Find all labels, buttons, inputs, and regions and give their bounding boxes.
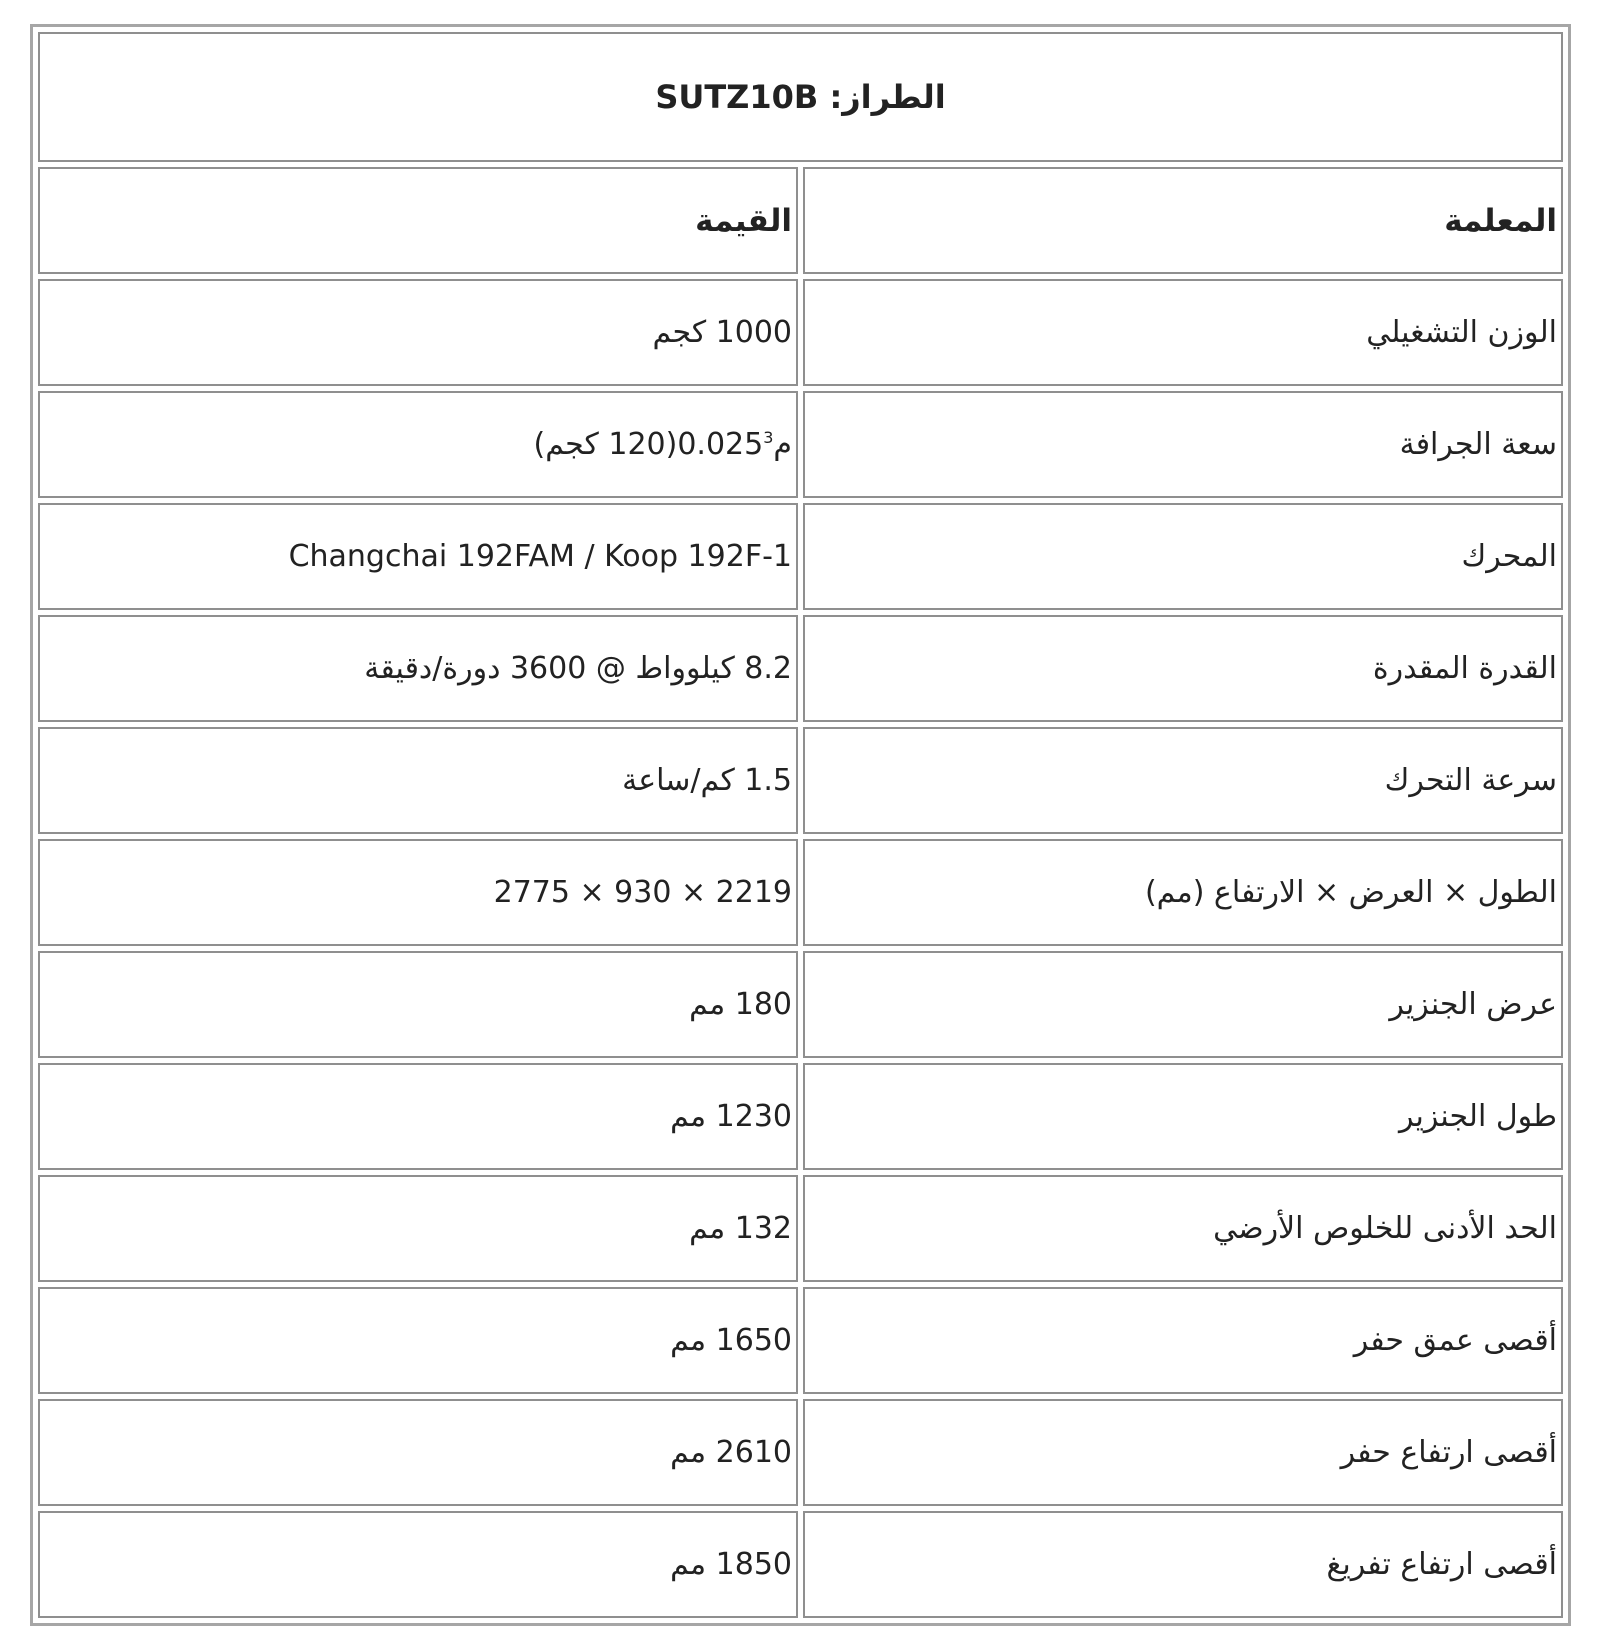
table-row bbox=[38, 503, 1563, 610]
header-parameter: المعلمة bbox=[803, 167, 1563, 274]
spec-table bbox=[30, 24, 1571, 1626]
parameter-cell: سرعة التحرك bbox=[803, 727, 1563, 834]
header-row bbox=[38, 167, 1563, 274]
value-cell: 1.5 كم/ساعة bbox=[38, 727, 798, 834]
parameter-cell: الوزن التشغيلي bbox=[803, 279, 1563, 386]
value-cell: 8.2 كيلوواط @ 3600 دورة/دقيقة bbox=[38, 615, 798, 722]
table-row bbox=[38, 391, 1563, 498]
table-row bbox=[38, 951, 1563, 1058]
engine-value: Changchai 192FAM / Koop 192F-1 bbox=[288, 539, 792, 574]
table-row bbox=[38, 1175, 1563, 1282]
value-cell: 1650 مم bbox=[38, 1287, 798, 1394]
title-row bbox=[38, 32, 1563, 162]
table-row bbox=[38, 1399, 1563, 1506]
value-cell: 1230 مم bbox=[38, 1063, 798, 1170]
value-cell: 180 مم bbox=[38, 951, 798, 1058]
table-row bbox=[38, 1063, 1563, 1170]
parameter-cell: أقصى ارتفاع تفريغ bbox=[803, 1511, 1563, 1618]
parameter-cell: المحرك bbox=[803, 503, 1563, 610]
parameter-cell: عرض الجنزير bbox=[803, 951, 1563, 1058]
bucket-capacity-value bbox=[534, 427, 793, 462]
table-row bbox=[38, 727, 1563, 834]
parameter-cell: الطول × العرض × الارتفاع (مم) bbox=[803, 839, 1563, 946]
cubic-superscript: 3 bbox=[763, 428, 774, 447]
value-cell bbox=[38, 391, 798, 498]
header-value: القيمة bbox=[38, 167, 798, 274]
parameter-cell: الحد الأدنى للخلوص الأرضي bbox=[803, 1175, 1563, 1282]
table-row bbox=[38, 1511, 1563, 1618]
value-cell: 2775 × 930 × 2219 bbox=[38, 839, 798, 946]
table-row bbox=[38, 279, 1563, 386]
table-row bbox=[38, 839, 1563, 946]
parameter-cell: أقصى عمق حفر bbox=[803, 1287, 1563, 1394]
value-cell bbox=[38, 503, 798, 610]
parameter-cell: سعة الجرافة bbox=[803, 391, 1563, 498]
value-cell: 132 مم bbox=[38, 1175, 798, 1282]
bucket-volume-text: 0.025م bbox=[677, 427, 792, 462]
table-row bbox=[38, 1287, 1563, 1394]
parameter-cell: القدرة المقدرة bbox=[803, 615, 1563, 722]
parameter-cell: أقصى ارتفاع حفر bbox=[803, 1399, 1563, 1506]
bucket-weight: (120 كجم) bbox=[533, 427, 678, 462]
value-cell: 1000 كجم bbox=[38, 279, 798, 386]
value-cell: 1850 مم bbox=[38, 1511, 798, 1618]
parameter-cell: طول الجنزير bbox=[803, 1063, 1563, 1170]
bucket-volume bbox=[677, 427, 792, 462]
table-row bbox=[38, 615, 1563, 722]
value-cell: 2610 مم bbox=[38, 1399, 798, 1506]
model-title: الطراز: SUTZ10B bbox=[38, 32, 1563, 162]
